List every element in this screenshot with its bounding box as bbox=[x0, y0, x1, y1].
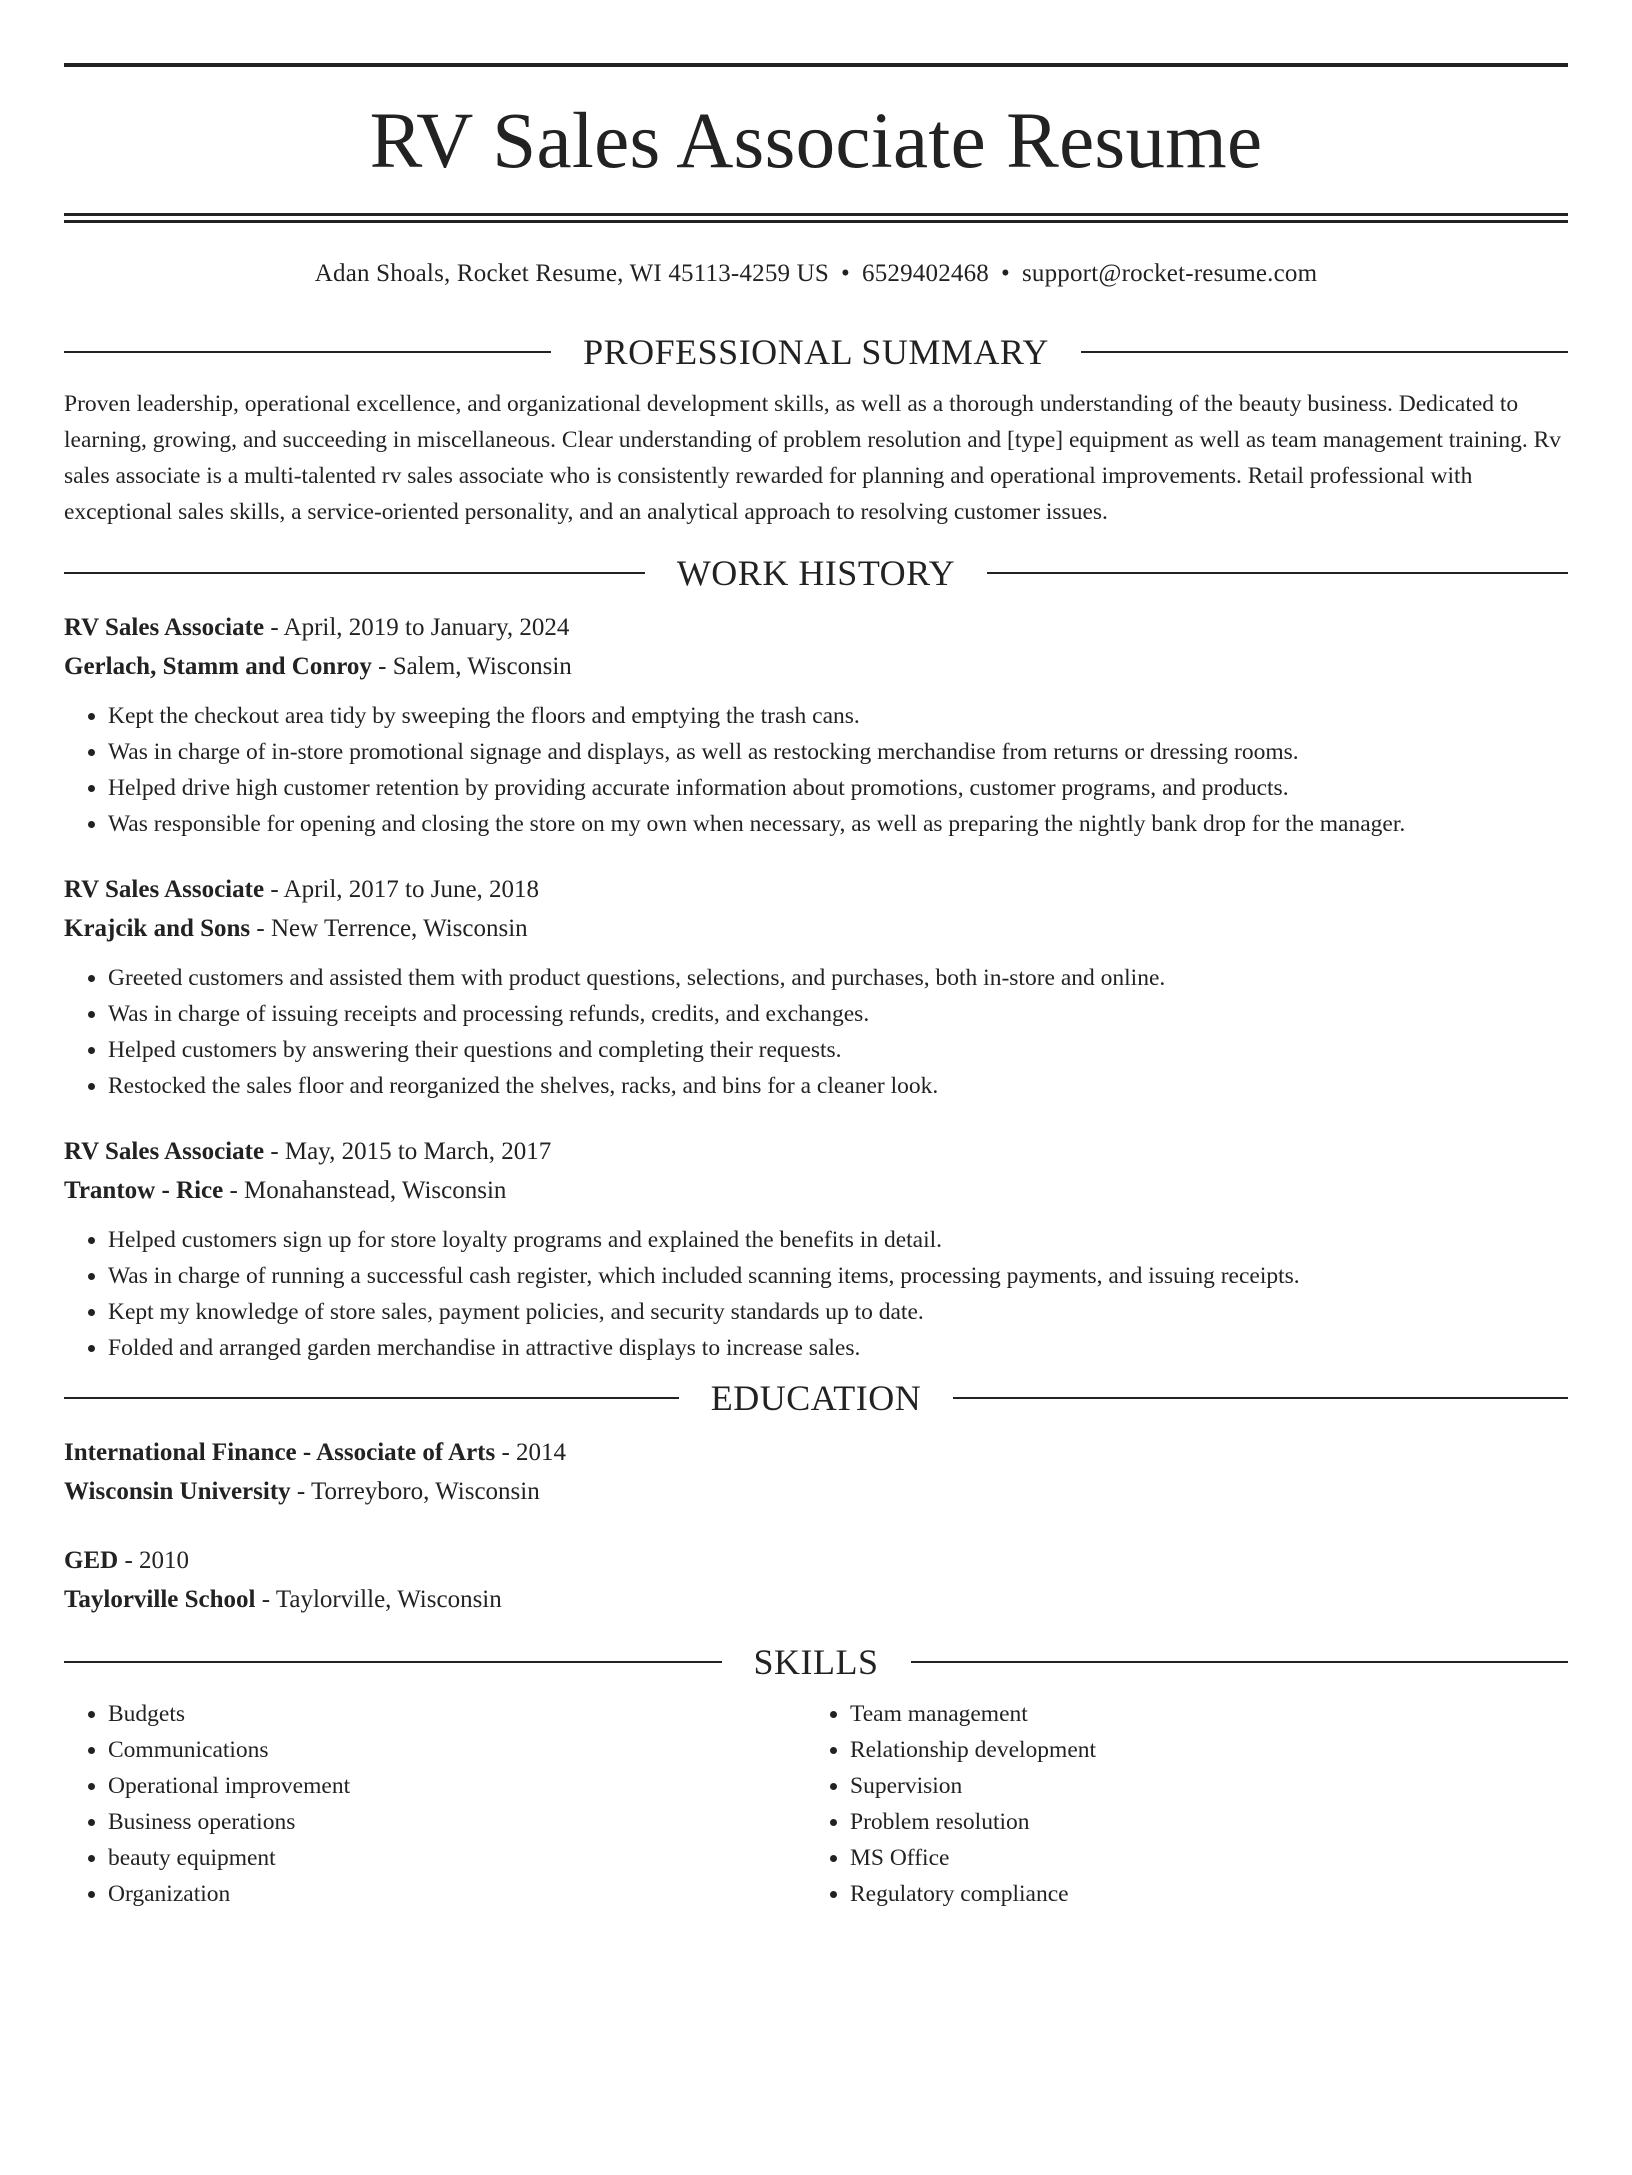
job-entry bbox=[64, 608, 1568, 842]
job-location: - Monahanstead, Wisconsin bbox=[223, 1177, 507, 1204]
job-entry bbox=[64, 870, 1568, 1104]
job-company-line bbox=[64, 909, 1568, 948]
job-bullet: • Was responsible for opening and closing the store on my own when necessary, as well as preparing the nightly bank drop for the manager. bbox=[108, 806, 1568, 842]
job-title: RV Sales Associate bbox=[64, 614, 265, 641]
skill-item: • MS Office bbox=[850, 1840, 1548, 1876]
education-year: - 2010 bbox=[118, 1547, 190, 1574]
job-bullet: • Helped customers sign up for store loyalty programs and explained the benefits in detail. bbox=[108, 1222, 1568, 1258]
job-company-line bbox=[64, 647, 1568, 686]
job-bullet: • Was in charge of running a successful cash register, which included scanning items, processing payments, and issuing receipts. bbox=[108, 1258, 1568, 1294]
heading-rule bbox=[64, 1397, 679, 1399]
skill-item: • Supervision bbox=[850, 1768, 1548, 1804]
education-entry bbox=[64, 1541, 1568, 1619]
title-double-rule bbox=[64, 213, 1568, 223]
contact-phone[interactable]: 6529402468 bbox=[862, 260, 989, 287]
education-degree: International Finance - Associate of Arts bbox=[64, 1439, 496, 1466]
skills-column-left bbox=[64, 1696, 806, 1912]
education-year: - 2014 bbox=[495, 1439, 567, 1466]
skill-item: • Relationship development bbox=[850, 1732, 1548, 1768]
heading-rule bbox=[953, 1397, 1568, 1399]
skill-item: • Organization bbox=[108, 1876, 806, 1912]
job-company-line bbox=[64, 1171, 1568, 1210]
job-title-line bbox=[64, 608, 1568, 647]
job-bullet: • Was in charge of in-store promotional signage and displays, as well as restocking merchandise from returns or dressing rooms. bbox=[108, 734, 1568, 770]
education-school-line bbox=[64, 1580, 1568, 1619]
skill-item: • Team management bbox=[850, 1696, 1548, 1732]
resume-page bbox=[0, 63, 1632, 2175]
heading-rule bbox=[987, 572, 1568, 574]
job-bullet: • Restocked the sales floor and reorganized the shelves, racks, and bins for a cleaner look. bbox=[108, 1068, 1568, 1104]
education-heading-label: EDUCATION bbox=[710, 1378, 922, 1418]
job-bullet: • Helped drive high customer retention by providing accurate information about promotions, customer programs, and products. bbox=[108, 770, 1568, 806]
contact-separator: • bbox=[1001, 260, 1010, 287]
job-bullet: • Helped customers by answering their questions and completing their requests. bbox=[108, 1032, 1568, 1068]
job-bullet: • Kept the checkout area tidy by sweeping the floors and emptying the trash cans. bbox=[108, 698, 1568, 734]
job-company: Trantow - Rice bbox=[64, 1177, 224, 1204]
skills-heading-label: SKILLS bbox=[753, 1642, 879, 1682]
heading-rule bbox=[64, 1661, 722, 1663]
job-company: Gerlach, Stamm and Conroy bbox=[64, 653, 372, 680]
contact-email[interactable]: support@rocket-resume.com bbox=[1021, 260, 1318, 287]
top-rule bbox=[64, 63, 1568, 67]
heading-rule bbox=[911, 1661, 1569, 1663]
work-history-heading bbox=[64, 555, 1568, 591]
education-entry bbox=[64, 1433, 1568, 1511]
job-company: Krajcik and Sons bbox=[64, 915, 251, 942]
education-school: Wisconsin University bbox=[64, 1478, 291, 1505]
skill-item: • Regulatory compliance bbox=[850, 1876, 1548, 1912]
education-degree: GED bbox=[64, 1547, 119, 1574]
job-title: RV Sales Associate bbox=[64, 876, 265, 903]
job-bullet: • Greeted customers and assisted them with product questions, selections, and purchases, both in-store and online. bbox=[108, 960, 1568, 996]
skills-heading bbox=[64, 1644, 1568, 1680]
contact-address: Adan Shoals, Rocket Resume, WI 45113-4259 US bbox=[314, 260, 830, 287]
job-title-line bbox=[64, 1132, 1568, 1171]
job-bullet: • Kept my knowledge of store sales, payment policies, and security standards up to date. bbox=[108, 1294, 1568, 1330]
heading-rule bbox=[64, 351, 551, 353]
summary-heading-label: PROFESSIONAL SUMMARY bbox=[583, 332, 1049, 372]
skills-column-right bbox=[806, 1696, 1548, 1912]
contact-line bbox=[64, 259, 1568, 289]
job-bullets bbox=[64, 960, 1568, 1104]
job-bullets bbox=[64, 698, 1568, 842]
summary-text: Proven leadership, operational excellence, and organizational development skills, as well as a thorough understanding of the beauty business. Dedicated to learning, growing, and succeeding in miscellaneous. Clear understanding of problem resolution and [type] equipment as well as team management training. Rv sales associate is a multi-talented rv sales associate who is consistently rewarded for planning and operational improvements. Retail professional with exceptional sales skills, a service-oriented personality, and an analytical approach to resolving customer issues. bbox=[64, 391, 1562, 525]
education-location: - Taylorville, Wisconsin bbox=[255, 1586, 502, 1613]
education-location: - Torreyboro, Wisconsin bbox=[290, 1478, 540, 1505]
heading-rule bbox=[1081, 351, 1568, 353]
job-bullet: • Was in charge of issuing receipts and processing refunds, credits, and exchanges. bbox=[108, 996, 1568, 1032]
skills-list-left bbox=[64, 1696, 806, 1912]
education-heading bbox=[64, 1380, 1568, 1416]
skill-item: • Communications bbox=[108, 1732, 806, 1768]
skill-item: • beauty equipment bbox=[108, 1840, 806, 1876]
education-degree-line bbox=[64, 1433, 1568, 1472]
work-history-heading-label: WORK HISTORY bbox=[676, 553, 956, 593]
heading-rule bbox=[64, 572, 645, 574]
job-bullet: • Folded and arranged garden merchandise in attractive displays to increase sales. bbox=[108, 1330, 1568, 1366]
education-school-line bbox=[64, 1472, 1568, 1511]
skills-grid bbox=[64, 1696, 1568, 1912]
skill-item: • Budgets bbox=[108, 1696, 806, 1732]
education-degree-line bbox=[64, 1541, 1568, 1580]
skills-list-right bbox=[806, 1696, 1548, 1912]
job-dates: - April, 2017 to June, 2018 bbox=[264, 876, 540, 903]
job-bullets bbox=[64, 1222, 1568, 1366]
resume-title: RV Sales Associate Resume bbox=[369, 98, 1263, 185]
job-title-line bbox=[64, 870, 1568, 909]
contact-separator: • bbox=[841, 260, 850, 287]
skill-item: • Operational improvement bbox=[108, 1768, 806, 1804]
job-entry bbox=[64, 1132, 1568, 1366]
job-title: RV Sales Associate bbox=[64, 1138, 265, 1165]
summary-heading bbox=[64, 334, 1568, 370]
job-location: - Salem, Wisconsin bbox=[371, 653, 572, 680]
job-dates: - May, 2015 to March, 2017 bbox=[264, 1138, 552, 1165]
job-location: - New Terrence, Wisconsin bbox=[250, 915, 528, 942]
skill-item: • Problem resolution bbox=[850, 1804, 1548, 1840]
job-dates: - April, 2019 to January, 2024 bbox=[264, 614, 570, 641]
skill-item: • Business operations bbox=[108, 1804, 806, 1840]
education-school: Taylorville School bbox=[64, 1586, 256, 1613]
